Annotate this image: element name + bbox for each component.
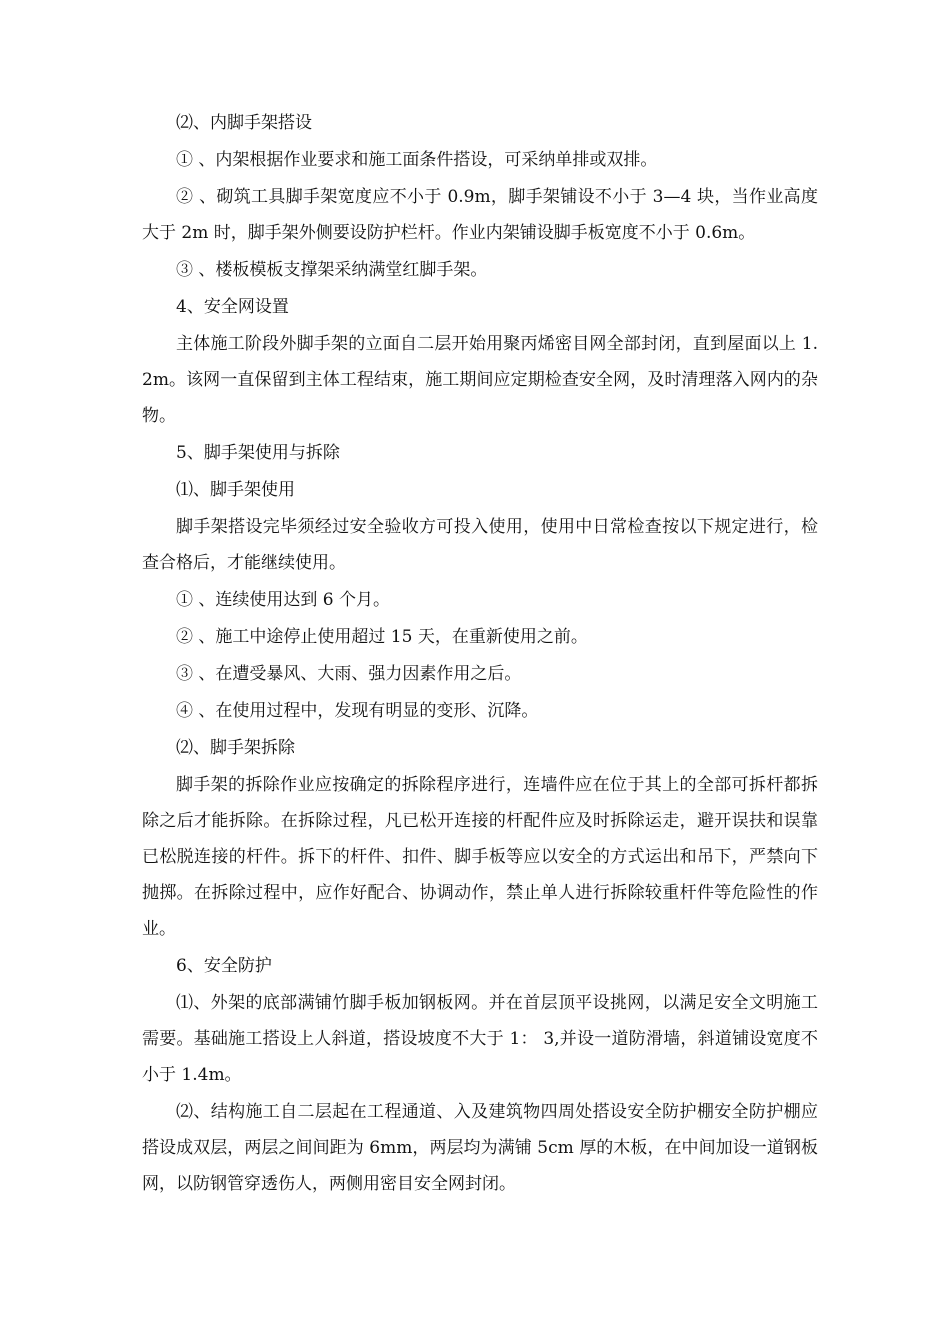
subheading-scaffold-removal: ⑵、脚手架拆除 — [176, 738, 295, 758]
body-paragraph-protection-1: ⑴、外架的底部满铺竹脚手板加钢板网。并在首层顶平设挑网，以满足安全文明施工需要。基础施工搭设上人斜道，搭设坡度不大于 1： 3,并设一道防滑墙，斜道铺设宽度不小于 1.4m。 — [142, 993, 818, 1085]
document-body — [142, 105, 818, 1203]
subheading-inner-scaffold: ⑵、内脚手架搭设 — [176, 113, 312, 133]
body-paragraph-protection-2: ⑵、结构施工自二层起在工程通道、入及建筑物四周处搭设安全防护棚安全防护棚应搭设成双层，两层之间间距为 6mm，两层均为满铺 5cm 厚的木板，在中间加设一道钢板网，以防钢管穿透伤人，两侧用密目安全网封闭。 — [142, 1102, 818, 1194]
body-paragraph-safety-net: 主体施工阶段外脚手架的立面自二层开始用聚丙烯密目网全部封闭，直到屋面以上 1.2m。该网一直保留到主体工程结束，施工期间应定期检查安全网，及时清理落入网内的杂物。 — [142, 334, 818, 426]
section-heading-safety-protection: 6、安全防护 — [176, 956, 272, 976]
list-item-inspection-3: ③ 、在遭受暴风、大雨、强力因素作用之后。 — [176, 664, 522, 684]
list-item-2: ② 、砌筑工具脚手架宽度应不小于 0.9m，脚手架铺设不小于 3—4 块，当作业高度大于 2m 时，脚手架外侧要设防护栏杆。作业内架铺设脚手板宽度不小于 0.6m。 — [142, 187, 818, 243]
list-item-1: ① 、内架根据作业要求和施工面条件搭设，可采纳单排或双排。 — [176, 150, 658, 170]
list-item-inspection-4: ④ 、在使用过程中，发现有明显的变形、沉降。 — [176, 701, 539, 721]
subheading-scaffold-use: ⑴、脚手架使用 — [176, 480, 295, 500]
list-item-inspection-2: ② 、施工中途停止使用超过 15 天，在重新使用之前。 — [176, 627, 588, 647]
section-heading-use-and-removal: 5、脚手架使用与拆除 — [176, 443, 340, 463]
section-heading-safety-net: 4、安全网设置 — [176, 297, 289, 317]
body-paragraph-removal: 脚手架的拆除作业应按确定的拆除程序进行，连墙件应在位于其上的全部可拆杆都拆除之后才能拆除。在拆除过程，凡已松开连接的杆配件应及时拆除运走，避开误扶和误靠已松脱连接的杆件。拆下的杆件、扣件、脚手板等应以安全的方式运出和吊下，严禁向下抛掷。在拆除过程中，应作好配合、协调动作，禁止单人进行拆除较重杆件等危险性的作业。 — [142, 775, 818, 939]
body-paragraph-inspection: 脚手架搭设完毕须经过安全验收方可投入使用，使用中日常检查按以下规定进行，检查合格后，才能继续使用。 — [142, 517, 818, 573]
list-item-3: ③ 、楼板模板支撑架采纳满堂红脚手架。 — [176, 260, 488, 280]
list-item-inspection-1: ① 、连续使用达到 6 个月。 — [176, 590, 391, 610]
